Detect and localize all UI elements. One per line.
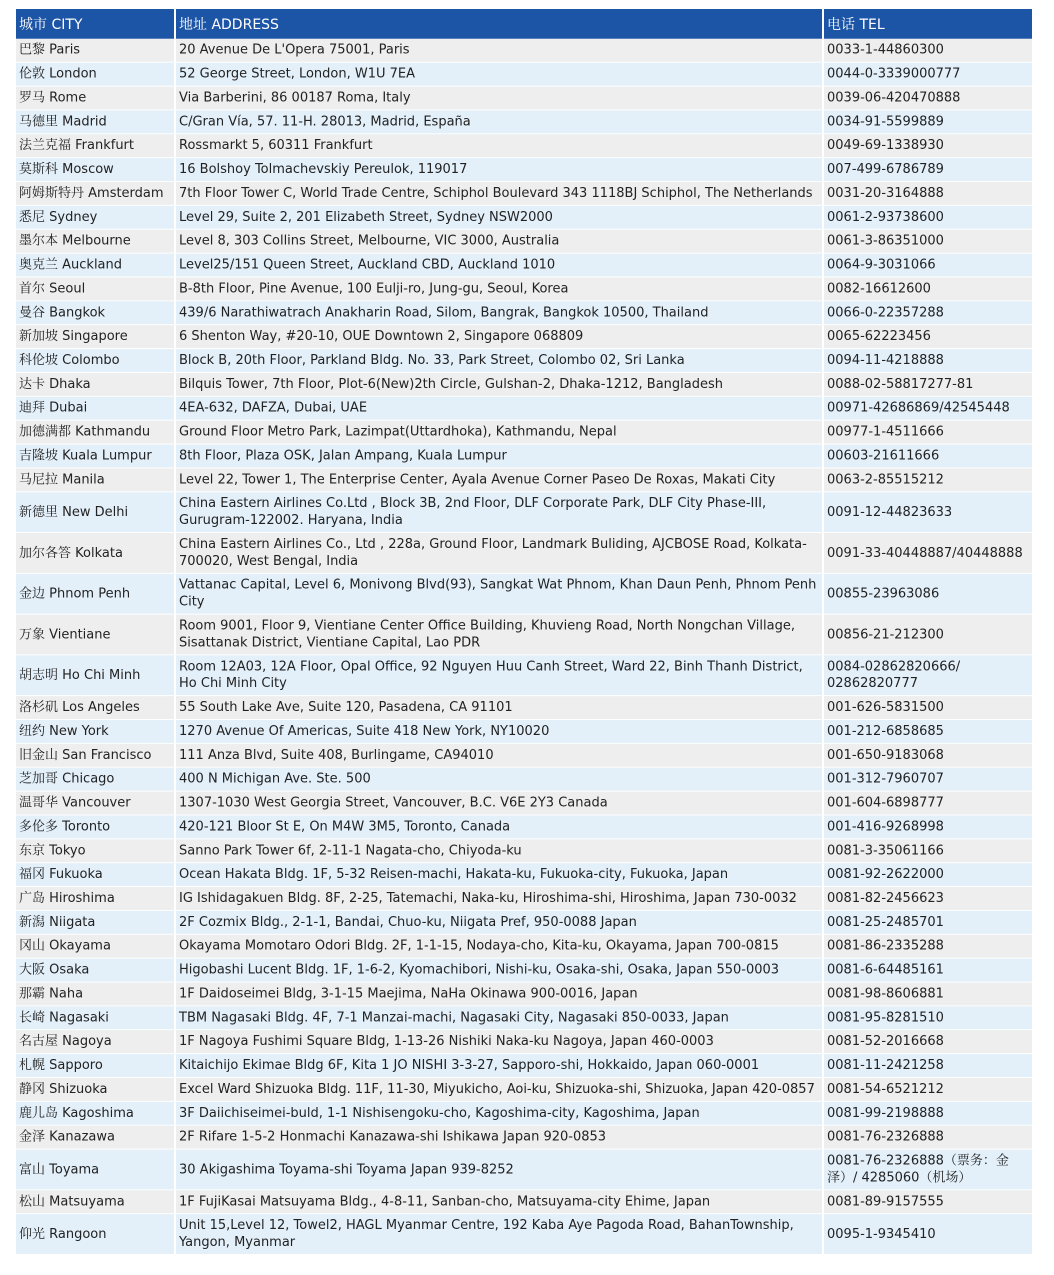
cell-tel: 0065-62223456 — [824, 325, 1032, 349]
table-row — [16, 87, 1032, 111]
cell-address: Sanno Park Tower 6f, 2-11-1 Nagata-cho, Chiyoda-ku — [176, 839, 824, 863]
cell-tel: 0082-16612600 — [824, 277, 1032, 301]
table-row — [16, 655, 1032, 696]
table-row — [16, 1126, 1032, 1150]
cell-address: 16 Bolshoy Tolmachevskiy Pereulok, 119017 — [176, 158, 824, 182]
cell-tel: 001-650-9183068 — [824, 744, 1032, 768]
cell-city: 旧金山 San Francisco — [16, 744, 176, 768]
table-row — [16, 39, 1032, 63]
table-row — [16, 815, 1032, 839]
cell-tel: 0066-0-22357288 — [824, 301, 1032, 325]
table-row — [16, 1214, 1032, 1255]
table-row — [16, 277, 1032, 301]
table-row — [16, 720, 1032, 744]
cell-address: C/Gran Vía, 57. 11-H. 28013, Madrid, España — [176, 110, 824, 134]
cell-city: 仰光 Rangoon — [16, 1214, 176, 1255]
cell-city: 富山 Toyama — [16, 1150, 176, 1191]
table-row — [16, 863, 1032, 887]
table-row — [16, 254, 1032, 278]
cell-city: 马德里 Madrid — [16, 110, 176, 134]
cell-tel: 00971-42686869/42545448 — [824, 397, 1032, 421]
cell-address: 52 George Street, London, W1U 7EA — [176, 63, 824, 87]
cell-address: China Eastern Airlines Co.Ltd , Block 3B, 2nd Floor, DLF Corporate Park, DLF City Phase-III, Gurugram-122002. Haryana, India — [176, 492, 824, 533]
cell-address: Higobashi Lucent Bldg. 1F, 1-6-2, Kyomachibori, Nishi-ku, Osaka-shi, Osaka, Japan 550-0003 — [176, 959, 824, 983]
cell-tel: 0081-6-64485161 — [824, 959, 1032, 983]
cell-city: 加尔各答 Kolkata — [16, 533, 176, 574]
cell-address: Ground Floor Metro Park, Lazimpat(Uttardhoka), Kathmandu, Nepal — [176, 421, 824, 445]
cell-city: 新潟 Niigata — [16, 911, 176, 935]
table-row — [16, 768, 1032, 792]
cell-tel: 0039-06-420470888 — [824, 87, 1032, 111]
cell-address: Level 8, 303 Collins Street, Melbourne, VIC 3000, Australia — [176, 230, 824, 254]
table-body — [16, 39, 1032, 1255]
table-row — [16, 744, 1032, 768]
cell-address: Rossmarkt 5, 60311 Frankfurt — [176, 134, 824, 158]
cell-tel: 0061-3-86351000 — [824, 230, 1032, 254]
header-city: 城市 CITY — [16, 9, 176, 39]
table-row — [16, 1190, 1032, 1214]
table-row — [16, 397, 1032, 421]
table-row — [16, 1078, 1032, 1102]
cell-address: Okayama Momotaro Odori Bldg. 2F, 1-1-15, Nodaya-cho, Kita-ku, Okayama, Japan 700-0815 — [176, 935, 824, 959]
cell-tel: 001-212-6858685 — [824, 720, 1032, 744]
cell-address: Room 12A03, 12A Floor, Opal Office, 92 Nguyen Huu Canh Street, Ward 22, Binh Thanh District, Ho Chi Minh City — [176, 655, 824, 696]
cell-city: 东京 Tokyo — [16, 839, 176, 863]
cell-tel: 001-604-6898777 — [824, 792, 1032, 816]
table-row — [16, 63, 1032, 87]
cell-address: 2F Cozmix Bldg., 2-1-1, Bandai, Chuo-ku, Niigata Pref, 950-0088 Japan — [176, 911, 824, 935]
cell-city: 新加坡 Singapore — [16, 325, 176, 349]
cell-city: 墨尔本 Melbourne — [16, 230, 176, 254]
cell-tel: 0061-2-93738600 — [824, 206, 1032, 230]
table-row — [16, 696, 1032, 720]
cell-address: 3F Daiichiseimei-buld, 1-1 Nishisengoku-cho, Kagoshima-city, Kagoshima, Japan — [176, 1102, 824, 1126]
cell-city: 静冈 Shizuoka — [16, 1078, 176, 1102]
cell-city: 鹿儿岛 Kagoshima — [16, 1102, 176, 1126]
cell-tel: 007-499-6786789 — [824, 158, 1032, 182]
cell-address: 400 N Michigan Ave. Ste. 500 — [176, 768, 824, 792]
cell-city: 金边 Phnom Penh — [16, 574, 176, 615]
cell-address: 8th Floor, Plaza OSK, Jalan Ampang, Kuala Lumpur — [176, 445, 824, 469]
cell-address: IG Ishidagakuen Bldg. 8F, 2-25, Tatemachi, Naka-ku, Hiroshima-shi, Hiroshima, Japan 730-0032 — [176, 887, 824, 911]
cell-city: 法兰克福 Frankfurt — [16, 134, 176, 158]
table-row — [16, 533, 1032, 574]
cell-address: 111 Anza Blvd, Suite 408, Burlingame, CA94010 — [176, 744, 824, 768]
cell-city: 多伦多 Toronto — [16, 815, 176, 839]
cell-city: 达卡 Dhaka — [16, 373, 176, 397]
table-row — [16, 182, 1032, 206]
cell-tel: 0081-3-35061166 — [824, 839, 1032, 863]
cell-address: 2F Rifare 1-5-2 Honmachi Kanazawa-shi Ishikawa Japan 920-0853 — [176, 1126, 824, 1150]
cell-address: Unit 15,Level 12, Towel2, HAGL Myanmar Centre, 192 Kaba Aye Pagoda Road, BahanTownship, Yangon, Myanmar — [176, 1214, 824, 1255]
cell-city: 新德里 New Delhi — [16, 492, 176, 533]
table-row — [16, 301, 1032, 325]
cell-tel: 00855-23963086 — [824, 574, 1032, 615]
cell-tel: 0033-1-44860300 — [824, 39, 1032, 63]
cell-address: Kitaichijo Ekimae Bldg 6F, Kita 1 JO NISHI 3-3-27, Sapporo-shi, Hokkaido, Japan 060-0001 — [176, 1054, 824, 1078]
table-row — [16, 935, 1032, 959]
cell-city: 金泽 Kanazawa — [16, 1126, 176, 1150]
table-row — [16, 792, 1032, 816]
cell-address: Level25/151 Queen Street, Auckland CBD, Auckland 1010 — [176, 254, 824, 278]
table-row — [16, 839, 1032, 863]
table-row — [16, 887, 1032, 911]
header-address: 地址 ADDRESS — [176, 9, 824, 39]
table-row — [16, 1102, 1032, 1126]
cell-city: 奥克兰 Auckland — [16, 254, 176, 278]
cell-tel: 0081-92-2622000 — [824, 863, 1032, 887]
table-row — [16, 492, 1032, 533]
cell-address: B-8th Floor, Pine Avenue, 100 Eulji-ro, Jung-gu, Seoul, Korea — [176, 277, 824, 301]
cell-address: 55 South Lake Ave, Suite 120, Pasadena, CA 91101 — [176, 696, 824, 720]
cell-address: 6 Shenton Way, #20-10, OUE Downtown 2, Singapore 068809 — [176, 325, 824, 349]
cell-city: 长崎 Nagasaki — [16, 1006, 176, 1030]
table-row — [16, 325, 1032, 349]
cell-city: 莫斯科 Moscow — [16, 158, 176, 182]
cell-city: 万象 Vientiane — [16, 615, 176, 656]
cell-address: China Eastern Airlines Co., Ltd , 228a, Ground Floor, Landmark Buliding, AJCBOSE Road, Kolkata-700020, West Bengal, India — [176, 533, 824, 574]
cell-tel: 00856-21-212300 — [824, 615, 1032, 656]
cell-tel: 0049-69-1338930 — [824, 134, 1032, 158]
cell-tel: 0081-52-2016668 — [824, 1030, 1032, 1054]
cell-city: 吉隆坡 Kuala Lumpur — [16, 445, 176, 469]
cell-address: 20 Avenue De L'Opera 75001, Paris — [176, 39, 824, 63]
cell-city: 芝加哥 Chicago — [16, 768, 176, 792]
table-row — [16, 110, 1032, 134]
cell-city: 加德满都 Kathmandu — [16, 421, 176, 445]
cell-tel: 0034-91-5599889 — [824, 110, 1032, 134]
cell-city: 伦敦 London — [16, 63, 176, 87]
cell-address: 1F Daidoseimei Bldg, 3-1-15 Maejima, NaHa Okinawa 900-0016, Japan — [176, 983, 824, 1007]
cell-address: 4EA-632, DAFZA, Dubai, UAE — [176, 397, 824, 421]
cell-address: Via Barberini, 86 00187 Roma, Italy — [176, 87, 824, 111]
cell-tel: 0063-2-85515212 — [824, 468, 1032, 492]
cell-address: 1270 Avenue Of Americas, Suite 418 New York, NY10020 — [176, 720, 824, 744]
table-row — [16, 206, 1032, 230]
table-row — [16, 230, 1032, 254]
cell-city: 那霸 Naha — [16, 983, 176, 1007]
cell-city: 科伦坡 Colombo — [16, 349, 176, 373]
cell-city: 马尼拉 Manila — [16, 468, 176, 492]
cell-city: 松山 Matsuyama — [16, 1190, 176, 1214]
cell-tel: 0081-95-8281510 — [824, 1006, 1032, 1030]
cell-address: 1307-1030 West Georgia Street, Vancouver, B.C. V6E 2Y3 Canada — [176, 792, 824, 816]
cell-address: 420-121 Bloor St E, On M4W 3M5, Toronto, Canada — [176, 815, 824, 839]
cell-city: 罗马 Rome — [16, 87, 176, 111]
cell-tel: 0081-25-2485701 — [824, 911, 1032, 935]
cell-tel: 0081-76-2326888 — [824, 1126, 1032, 1150]
table-header-row — [16, 9, 1032, 39]
cell-city: 广岛 Hiroshima — [16, 887, 176, 911]
cell-tel: 0081-76-2326888（票务：金泽）/ 4285060（机场） — [824, 1150, 1032, 1191]
table-row — [16, 1006, 1032, 1030]
cell-address: Room 9001, Floor 9, Vientiane Center Office Building, Khuvieng Road, North Nongchan Village, Sisattanak District, Vientiane Capital, Lao PDR — [176, 615, 824, 656]
cell-city: 曼谷 Bangkok — [16, 301, 176, 325]
table-row — [16, 615, 1032, 656]
cell-tel: 0081-86-2335288 — [824, 935, 1032, 959]
cell-tel: 0091-33-40448887/40448888 — [824, 533, 1032, 574]
cell-city: 纽约 New York — [16, 720, 176, 744]
cell-tel: 0031-20-3164888 — [824, 182, 1032, 206]
cell-tel: 0088-02-58817277-81 — [824, 373, 1032, 397]
cell-city: 福冈 Fukuoka — [16, 863, 176, 887]
table-row — [16, 445, 1032, 469]
cell-city: 巴黎 Paris — [16, 39, 176, 63]
table-row — [16, 574, 1032, 615]
cell-tel: 0084-02862820666/ 02862820777 — [824, 655, 1032, 696]
cell-tel: 0081-82-2456623 — [824, 887, 1032, 911]
cell-address: Level 29, Suite 2, 201 Elizabeth Street, Sydney NSW2000 — [176, 206, 824, 230]
cell-address: Bilquis Tower, 7th Floor, Plot-6(New)2th Circle, Gulshan-2, Dhaka-1212, Bangladesh — [176, 373, 824, 397]
cell-city: 冈山 Okayama — [16, 935, 176, 959]
cell-tel: 0081-11-2421258 — [824, 1054, 1032, 1078]
table-row — [16, 421, 1032, 445]
cell-tel: 0081-89-9157555 — [824, 1190, 1032, 1214]
header-tel: 电话 TEL — [824, 9, 1032, 39]
cell-tel: 001-416-9268998 — [824, 815, 1032, 839]
cell-tel: 0095-1-9345410 — [824, 1214, 1032, 1255]
table-row — [16, 911, 1032, 935]
cell-tel: 0044-0-3339000777 — [824, 63, 1032, 87]
table-row — [16, 983, 1032, 1007]
cell-tel: 0081-98-8606881 — [824, 983, 1032, 1007]
cell-city: 阿姆斯特丹 Amsterdam — [16, 182, 176, 206]
cell-tel: 0094-11-4218888 — [824, 349, 1032, 373]
table-row — [16, 134, 1032, 158]
cell-address: 30 Akigashima Toyama-shi Toyama Japan 939-8252 — [176, 1150, 824, 1191]
cell-address: Level 22, Tower 1, The Enterprise Center, Ayala Avenue Corner Paseo De Roxas, Makati City — [176, 468, 824, 492]
cell-address: Vattanac Capital, Level 6, Monivong Blvd(93), Sangkat Wat Phnom, Khan Daun Penh, Phnom Penh City — [176, 574, 824, 615]
cell-city: 温哥华 Vancouver — [16, 792, 176, 816]
cell-address: 1F FujiKasai Matsuyama Bldg., 4-8-11, Sanban-cho, Matsuyama-city Ehime, Japan — [176, 1190, 824, 1214]
cell-address: Ocean Hakata Bldg. 1F, 5-32 Reisen-machi, Hakata-ku, Fukuoka-city, Fukuoka, Japan — [176, 863, 824, 887]
cell-address: 7th Floor Tower C, World Trade Centre, Schiphol Boulevard 343 1118BJ Schiphol, The Netherlands — [176, 182, 824, 206]
cell-address: TBM Nagasaki Bldg. 4F, 7-1 Manzai-machi, Nagasaki City, Nagasaki 850-0033, Japan — [176, 1006, 824, 1030]
cell-address: 1F Nagoya Fushimi Square Bldg, 1-13-26 Nishiki Naka-ku Nagoya, Japan 460-0003 — [176, 1030, 824, 1054]
cell-tel: 00603-21611666 — [824, 445, 1032, 469]
table-row — [16, 349, 1032, 373]
table-row — [16, 1054, 1032, 1078]
cell-address: Block B, 20th Floor, Parkland Bldg. No. 33, Park Street, Colombo 02, Sri Lanka — [176, 349, 824, 373]
table-row — [16, 1150, 1032, 1191]
cell-tel: 0064-9-3031066 — [824, 254, 1032, 278]
cell-tel: 001-312-7960707 — [824, 768, 1032, 792]
cell-tel: 0081-54-6521212 — [824, 1078, 1032, 1102]
cell-city: 札幌 Sapporo — [16, 1054, 176, 1078]
cell-tel: 0081-99-2198888 — [824, 1102, 1032, 1126]
cell-tel: 0091-12-44823633 — [824, 492, 1032, 533]
cell-city: 首尔 Seoul — [16, 277, 176, 301]
table-row — [16, 959, 1032, 983]
table-row — [16, 158, 1032, 182]
cell-tel: 001-626-5831500 — [824, 696, 1032, 720]
table-row — [16, 468, 1032, 492]
cell-city: 名古屋 Nagoya — [16, 1030, 176, 1054]
cell-city: 洛杉矶 Los Angeles — [16, 696, 176, 720]
cell-address: 439/6 Narathiwatrach Anakharin Road, Silom, Bangrak, Bangkok 10500, Thailand — [176, 301, 824, 325]
cell-city: 胡志明 Ho Chi Minh — [16, 655, 176, 696]
cell-address: Excel Ward Shizuoka Bldg. 11F, 11-30, Miyukicho, Aoi-ku, Shizuoka-shi, Shizuoka, Japan 420-0857 — [176, 1078, 824, 1102]
table-row — [16, 1030, 1032, 1054]
table-row — [16, 373, 1032, 397]
cell-city: 悉尼 Sydney — [16, 206, 176, 230]
office-directory-table — [16, 9, 1032, 1255]
cell-tel: 00977-1-4511666 — [824, 421, 1032, 445]
cell-city: 大阪 Osaka — [16, 959, 176, 983]
cell-city: 迪拜 Dubai — [16, 397, 176, 421]
